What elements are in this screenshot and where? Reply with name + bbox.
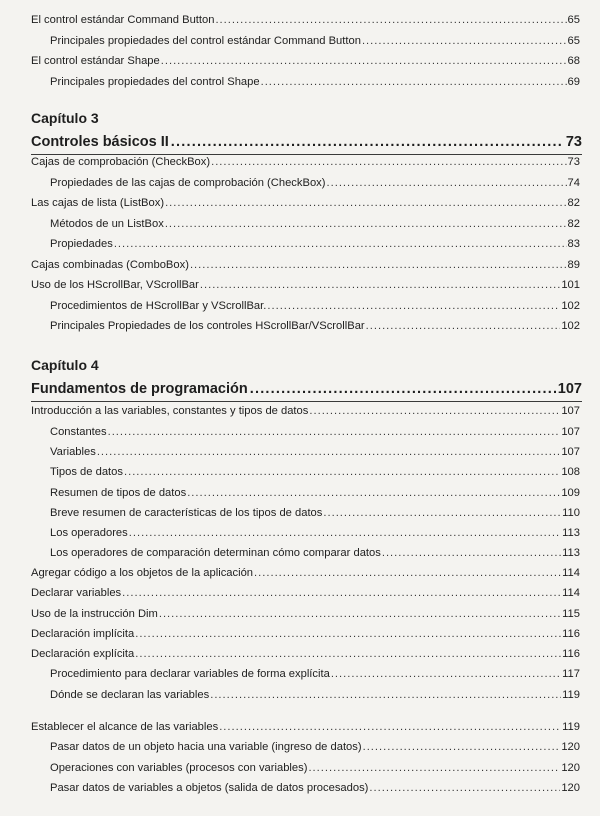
- toc-entry-title: Variables: [50, 446, 96, 458]
- dot-leader: [124, 462, 560, 482]
- toc-entry-page: 109: [561, 487, 580, 499]
- toc-entry-title: Declaración explícita: [31, 648, 135, 660]
- dot-leader: [200, 275, 560, 295]
- chapter-title-text: Controles básicos II: [31, 134, 169, 150]
- chapter-title-text: Fundamentos de programación: [31, 381, 248, 397]
- toc-entry-page: 120: [561, 782, 580, 794]
- toc-entry: [0, 644, 580, 664]
- toc-entry: [0, 51, 580, 71]
- toc-entry-title: Principales propiedades del control estándar Command Button: [50, 35, 361, 47]
- toc-entry: [0, 234, 580, 254]
- dot-leader: [309, 401, 560, 421]
- toc-entry-page: 101: [561, 279, 580, 291]
- toc-entry-page: 114: [562, 567, 580, 579]
- toc-entry-page: 74: [567, 177, 580, 189]
- dot-leader: [114, 234, 567, 254]
- dot-leader: [219, 717, 561, 737]
- toc-entry-page: 110: [562, 507, 580, 519]
- dot-leader: [323, 503, 561, 523]
- dot-leader: [190, 255, 567, 275]
- dot-leader: [171, 131, 564, 153]
- toc-entry-title: Principales propiedades del control Shape: [50, 76, 260, 88]
- toc-entry: [0, 717, 580, 737]
- toc-entry-page: 89: [567, 259, 580, 271]
- dot-leader: [363, 737, 561, 757]
- toc-entry-page: 65: [567, 35, 580, 47]
- toc-entry: [0, 583, 580, 603]
- toc-entry-title: Procedimientos de HScrollBar y VScrollBar.: [50, 300, 267, 312]
- toc-entry-title: Dónde se declaran las variables: [50, 689, 210, 701]
- dot-leader: [122, 583, 561, 603]
- toc-entry-title: Tipos de datos: [50, 466, 123, 478]
- toc-entry-page: 107: [561, 405, 580, 417]
- toc-entry: [0, 664, 580, 684]
- toc-entry-page: 107: [561, 446, 580, 458]
- toc-entry-page: 107: [561, 426, 580, 438]
- toc-entry-title: Agregar código a los objetos de la aplicación: [31, 567, 254, 579]
- dot-leader: [215, 10, 566, 30]
- toc-entry-title: Uso de los HScrollBar, VScrollBar: [31, 279, 199, 291]
- toc-entry-page: 65: [567, 14, 580, 26]
- dot-leader: [382, 543, 561, 563]
- dot-leader: [366, 316, 561, 336]
- toc-entry-title: El control estándar Shape: [31, 55, 160, 67]
- toc-entry-title: El control estándar Command Button: [31, 14, 215, 26]
- chapter-page: 107: [557, 381, 582, 397]
- dot-leader: [254, 563, 561, 583]
- dot-leader: [369, 778, 560, 798]
- chapter-label: Capítulo 4: [31, 357, 99, 373]
- toc-entry-title: Principales Propiedades de los controles HScrollBar/VScrollBar: [50, 320, 365, 332]
- toc-entry: [0, 31, 580, 51]
- toc-entry-page: 113: [562, 547, 580, 559]
- toc-entry: [0, 503, 580, 523]
- dot-leader: [97, 442, 561, 462]
- toc-entry-page: 114: [562, 587, 580, 599]
- toc-entry: [0, 422, 580, 442]
- toc-entry-title: Constantes: [50, 426, 107, 438]
- toc-entry: [0, 604, 580, 624]
- toc-entry-title: Operaciones con variables (procesos con variables): [50, 762, 308, 774]
- toc-entry-page: 83: [567, 238, 580, 250]
- dot-leader: [250, 378, 556, 400]
- toc-entry: [0, 275, 580, 295]
- toc-entry: [0, 462, 580, 482]
- dot-leader: [327, 173, 567, 193]
- toc-entry-page: 113: [562, 527, 580, 539]
- toc-entry-page: 68: [567, 55, 580, 67]
- toc-entry-title: Propiedades: [50, 238, 113, 250]
- toc-entry: [0, 737, 580, 757]
- toc-entry: [0, 72, 580, 92]
- toc-entry-page: 116: [562, 628, 580, 640]
- toc-entry-page: 102: [561, 300, 580, 312]
- toc-entry-page: 108: [561, 466, 580, 478]
- dot-leader: [362, 31, 567, 51]
- toc-entry-title: Pasar datos de variables a objetos (salida de datos procesados): [50, 782, 369, 794]
- toc-entry: [0, 193, 580, 213]
- dot-leader: [129, 523, 561, 543]
- toc-entry-title: Cajas combinadas (ComboBox): [31, 259, 189, 271]
- toc-entry-title: Procedimiento para declarar variables de forma explícita: [50, 668, 330, 680]
- toc-entry: [0, 778, 580, 798]
- dot-leader: [308, 758, 560, 778]
- toc-entry: [0, 483, 580, 503]
- dot-leader: [211, 152, 566, 172]
- toc-entry: [0, 523, 580, 543]
- toc-entry: [0, 563, 580, 583]
- dot-leader: [135, 644, 561, 664]
- toc-entry: [0, 255, 580, 275]
- toc-entry-page: 116: [562, 648, 580, 660]
- dot-leader: [161, 51, 567, 71]
- toc-entry-page: 69: [567, 76, 580, 88]
- toc-entry-title: Métodos de un ListBox: [50, 218, 164, 230]
- toc-entry-title: Los operadores: [50, 527, 128, 539]
- toc-entry-title: Breve resumen de características de los tipos de datos: [50, 507, 323, 519]
- toc-entry-title: Cajas de comprobación (CheckBox): [31, 156, 211, 168]
- toc-entry-page: 73: [567, 156, 580, 168]
- dot-leader: [159, 604, 561, 624]
- dot-leader: [108, 422, 561, 442]
- toc-entry-page: 120: [561, 741, 580, 753]
- dot-leader: [165, 214, 567, 234]
- dot-leader: [165, 193, 566, 213]
- toc-entry-title: Declarar variables: [31, 587, 122, 599]
- toc-entry-page: 115: [562, 608, 580, 620]
- toc-entry: [0, 401, 580, 421]
- toc-entry: [0, 173, 580, 193]
- toc-entry: [0, 10, 580, 30]
- toc-entry: [0, 624, 580, 644]
- toc-entry: [0, 442, 580, 462]
- dot-leader: [187, 483, 560, 503]
- toc-entry: [0, 152, 580, 172]
- chapter-page: 73: [565, 134, 582, 150]
- toc-entry-title: Declaración implícita: [31, 628, 135, 640]
- chapter-title: [31, 131, 582, 153]
- toc-entry-title: Los operadores de comparación determinan cómo comparar datos: [50, 547, 381, 559]
- toc-entry: [0, 758, 580, 778]
- toc-entry-title: Las cajas de lista (ListBox): [31, 197, 165, 209]
- toc-entry-title: Introducción a las variables, constantes y tipos de datos: [31, 405, 309, 417]
- toc-entry-title: Uso de la instrucción Dim: [31, 608, 158, 620]
- dot-leader: [135, 624, 561, 644]
- toc-entry-title: Propiedades de las cajas de comprobación (CheckBox): [50, 177, 326, 189]
- dot-leader: [267, 296, 560, 316]
- dot-leader: [261, 72, 567, 92]
- toc-entry-page: 117: [562, 668, 580, 680]
- toc-entry-title: Resumen de tipos de datos: [50, 487, 187, 499]
- dot-leader: [331, 664, 561, 684]
- dot-leader: [210, 685, 561, 705]
- toc-entry: [0, 214, 580, 234]
- toc-entry: [0, 296, 580, 316]
- toc-entry: [0, 316, 580, 336]
- chapter-label: Capítulo 3: [31, 110, 99, 126]
- toc-entry-title: Pasar datos de un objeto hacia una variable (ingreso de datos): [50, 741, 362, 753]
- toc-entry-page: 82: [567, 197, 580, 209]
- toc-entry-page: 102: [561, 320, 580, 332]
- toc-entry: [0, 543, 580, 563]
- toc-entry: [0, 685, 580, 705]
- chapter-title: [31, 378, 582, 400]
- toc-entry-page: 119: [562, 689, 580, 701]
- toc-entry-page: 82: [567, 218, 580, 230]
- toc-entry-page: 119: [562, 721, 580, 733]
- toc-entry-title: Establecer el alcance de las variables: [31, 721, 219, 733]
- toc-entry-page: 120: [561, 762, 580, 774]
